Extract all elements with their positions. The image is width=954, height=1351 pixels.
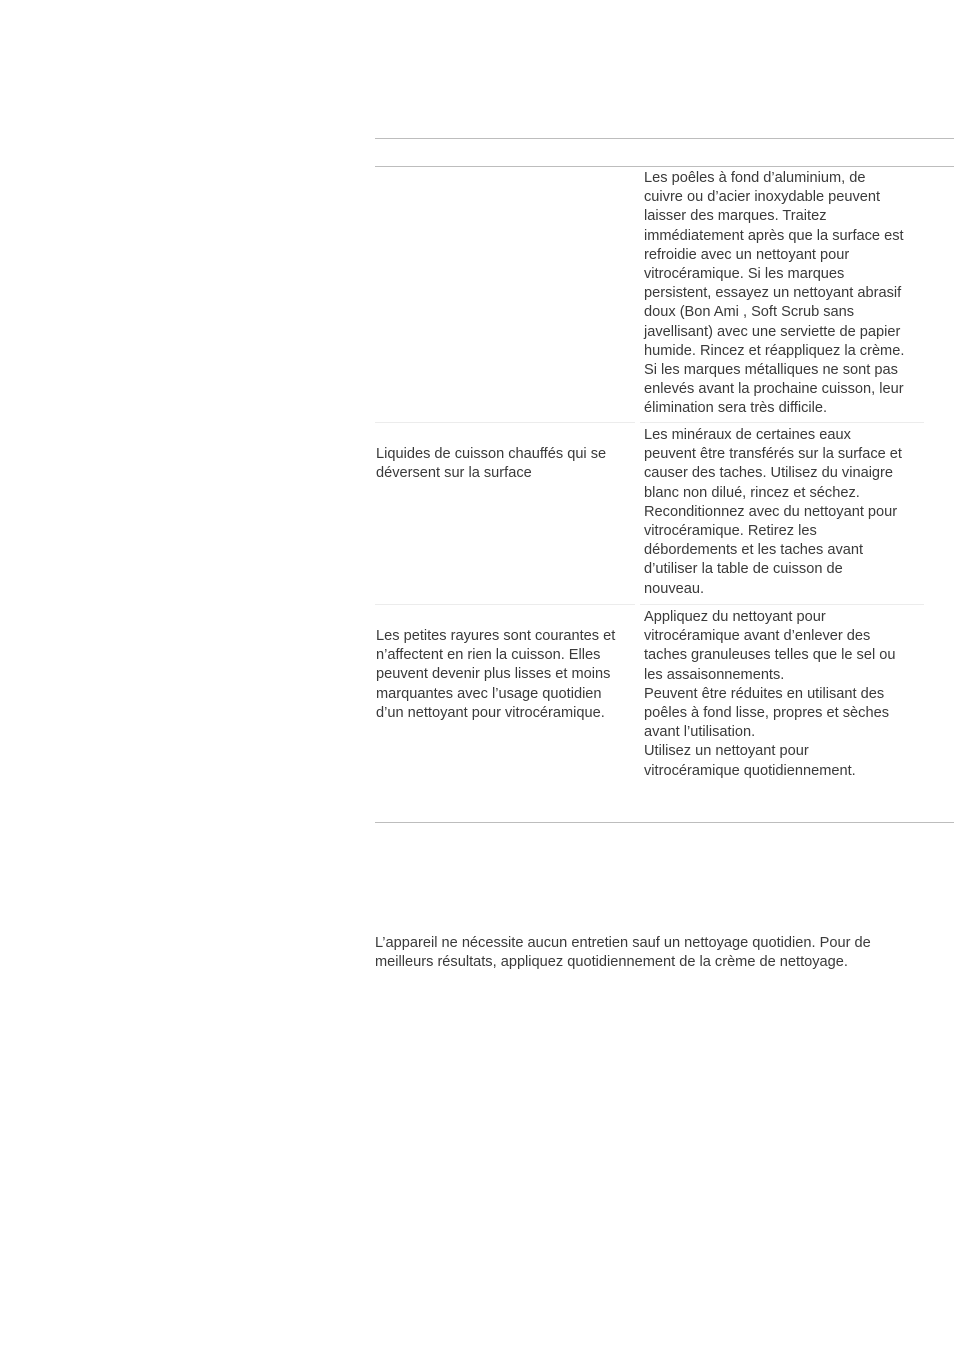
- table-cell-remedy-1: Les poêles à fond d’aluminium, de cuivre ou d’acier inoxydable peuvent laisser des marques. Traitez immédiatement après que la surface est refroidie avec un nettoyant pour vitrocéramique. Si les marques persistent, essayez un nettoyant abrasif doux (Bon Ami , Soft Scrub sans javellisant) avec une serviette de papier humide. Rincez et réappliquez la crème. Si les marques métalliques ne sont pas enlevés avant la prochaine cuisson, leur élimination sera très difficile.: [644, 170, 905, 417]
- row-separator-left: [375, 422, 635, 423]
- table-cell-cause-2: Liquides de cuisson chauffés qui se déversent sur la surface: [376, 446, 607, 482]
- table-header-rule: [375, 166, 954, 167]
- table-top-rule: [375, 138, 954, 139]
- row-separator-right: [640, 422, 924, 423]
- row-separator-right: [640, 604, 924, 605]
- table-cell-cause-3: Les petites rayures sont courantes et n’affectent en rien la cuisson. Elles peuvent devenir plus lisses et moins marquantes avec l’usage quotidien d’un nettoyant pour vitrocéramique.: [376, 628, 616, 721]
- table-bottom-rule: [375, 822, 954, 823]
- table-cell-remedy-3: Appliquez du nettoyant pour vitrocéramique avant d’enlever des taches granuleuses telles que le sel ou les assaisonnements. Peuvent être réduites en utilisant des poêles à fond lisse, propres et sèches avant l’utilisation. Utilisez un nettoyant pour vitrocéramique quotidiennement.: [644, 609, 896, 779]
- table-cell-remedy-2: Les minéraux de certaines eaux peuvent être transférés sur la surface et causer des taches. Utilisez du vinaigre blanc non dilué, rincez et séchez. Reconditionnez avec du nettoyant pour vitrocéramique. Retirez les débordements et les taches avant d’utiliser la table de cuisson de nouveau.: [644, 427, 902, 597]
- row-separator-left: [375, 604, 635, 605]
- maintenance-paragraph: L’appareil ne nécessite aucun entretien sauf un nettoyage quotidien. Pour de meilleurs résultats, appliquez quotidiennement de la crème de nettoyage.: [375, 935, 871, 971]
